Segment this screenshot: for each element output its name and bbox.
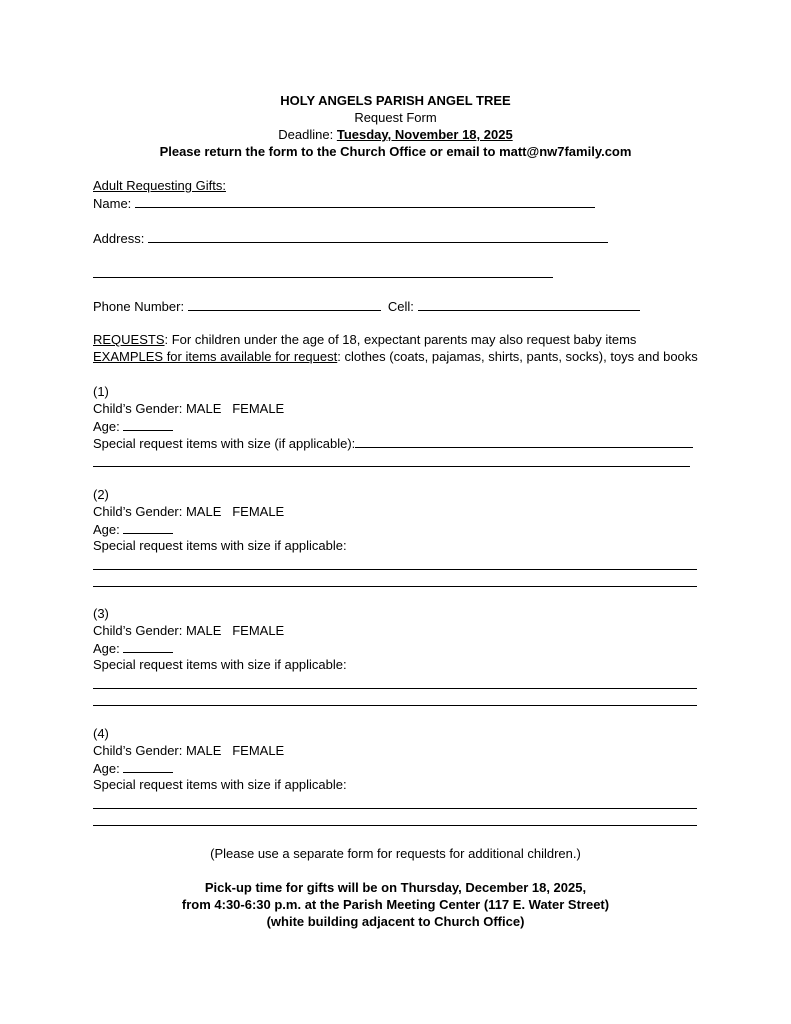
- requests-line: [93, 332, 636, 348]
- address-field-line-2[interactable]: [93, 276, 553, 278]
- child-special-line[interactable]: [93, 704, 697, 706]
- pickup-line-1: Pick-up time for gifts will be on Thursday, December 18, 2025,: [204, 880, 587, 895]
- child-age-field[interactable]: [123, 760, 173, 773]
- child-special-label: Special request items with size (if applicable):: [93, 436, 356, 451]
- child-number: (2): [93, 487, 109, 502]
- child-age-row: [93, 521, 173, 537]
- requests-label: REQUESTS: [93, 332, 165, 347]
- child-special-line[interactable]: [93, 687, 697, 689]
- child-special-label: Special request items with size if applicable:: [93, 777, 347, 792]
- child-age-label: Age:: [93, 761, 124, 776]
- child-gender: Child’s Gender: MALE FEMALE: [93, 623, 285, 638]
- examples-line: [93, 349, 698, 365]
- child-special-line[interactable]: [93, 465, 690, 467]
- phone-label: Phone Number:: [93, 299, 188, 314]
- pickup-line-2: from 4:30-6:30 p.m. at the Parish Meeting Center (117 E. Water Street): [181, 897, 610, 912]
- cell-label: Cell:: [387, 299, 418, 314]
- child-special-label: Special request items with size if applicable:: [93, 657, 347, 672]
- child-age-field[interactable]: [123, 521, 173, 534]
- address-label: Address:: [93, 231, 148, 246]
- child-age-field[interactable]: [123, 418, 173, 431]
- child-gender: Child’s Gender: MALE FEMALE: [93, 743, 285, 758]
- form-title: HOLY ANGELS PARISH ANGEL TREE: [280, 93, 511, 108]
- adult-section-label: Adult Requesting Gifts:: [93, 178, 226, 193]
- address-row: [93, 230, 608, 246]
- deadline-line: [0, 127, 791, 143]
- child-age-label: Age:: [93, 419, 124, 434]
- name-row: [93, 195, 595, 211]
- examples-label: EXAMPLES for items available for request: [93, 349, 338, 364]
- phone-row: [93, 298, 640, 314]
- form-subtitle: Request Form: [354, 110, 437, 125]
- child-special-label: Special request items with size if applicable:: [93, 538, 347, 553]
- child-number: (3): [93, 606, 109, 621]
- child-special-line[interactable]: [93, 585, 697, 587]
- child-special-line[interactable]: [93, 568, 697, 570]
- child-special-line[interactable]: [93, 807, 697, 809]
- child-age-row: [93, 640, 173, 656]
- child-age-row: [93, 418, 173, 434]
- child-age-field[interactable]: [123, 640, 173, 653]
- pickup-line-3: (white building adjacent to Church Office): [266, 914, 525, 929]
- child-number: (1): [93, 384, 109, 399]
- return-instructions: Please return the form to the Church Office or email to matt@nw7family.com: [159, 144, 632, 159]
- cell-field[interactable]: [418, 298, 640, 311]
- address-field[interactable]: [148, 230, 608, 243]
- phone-field[interactable]: [188, 298, 381, 311]
- deadline-value: Tuesday, November 18, 2025: [336, 127, 513, 142]
- examples-text: : clothes (coats, pajamas, shirts, pants, socks), toys and books: [337, 349, 698, 364]
- child-age-label: Age:: [93, 522, 124, 537]
- name-field[interactable]: [135, 195, 595, 208]
- child-gender: Child’s Gender: MALE FEMALE: [93, 504, 285, 519]
- additional-children-note: (Please use a separate form for requests for additional children.): [210, 846, 581, 861]
- requests-text: : For children under the age of 18, expectant parents may also request baby items: [164, 332, 637, 347]
- name-label: Name:: [93, 196, 135, 211]
- child-number: (4): [93, 726, 109, 741]
- child-age-label: Age:: [93, 641, 124, 656]
- child-gender: Child’s Gender: MALE FEMALE: [93, 401, 285, 416]
- child-age-row: [93, 760, 173, 776]
- child-special-line[interactable]: [93, 824, 697, 826]
- child-special-field[interactable]: [355, 435, 693, 448]
- deadline-label: Deadline:: [278, 127, 337, 142]
- child-special-row: [93, 435, 693, 451]
